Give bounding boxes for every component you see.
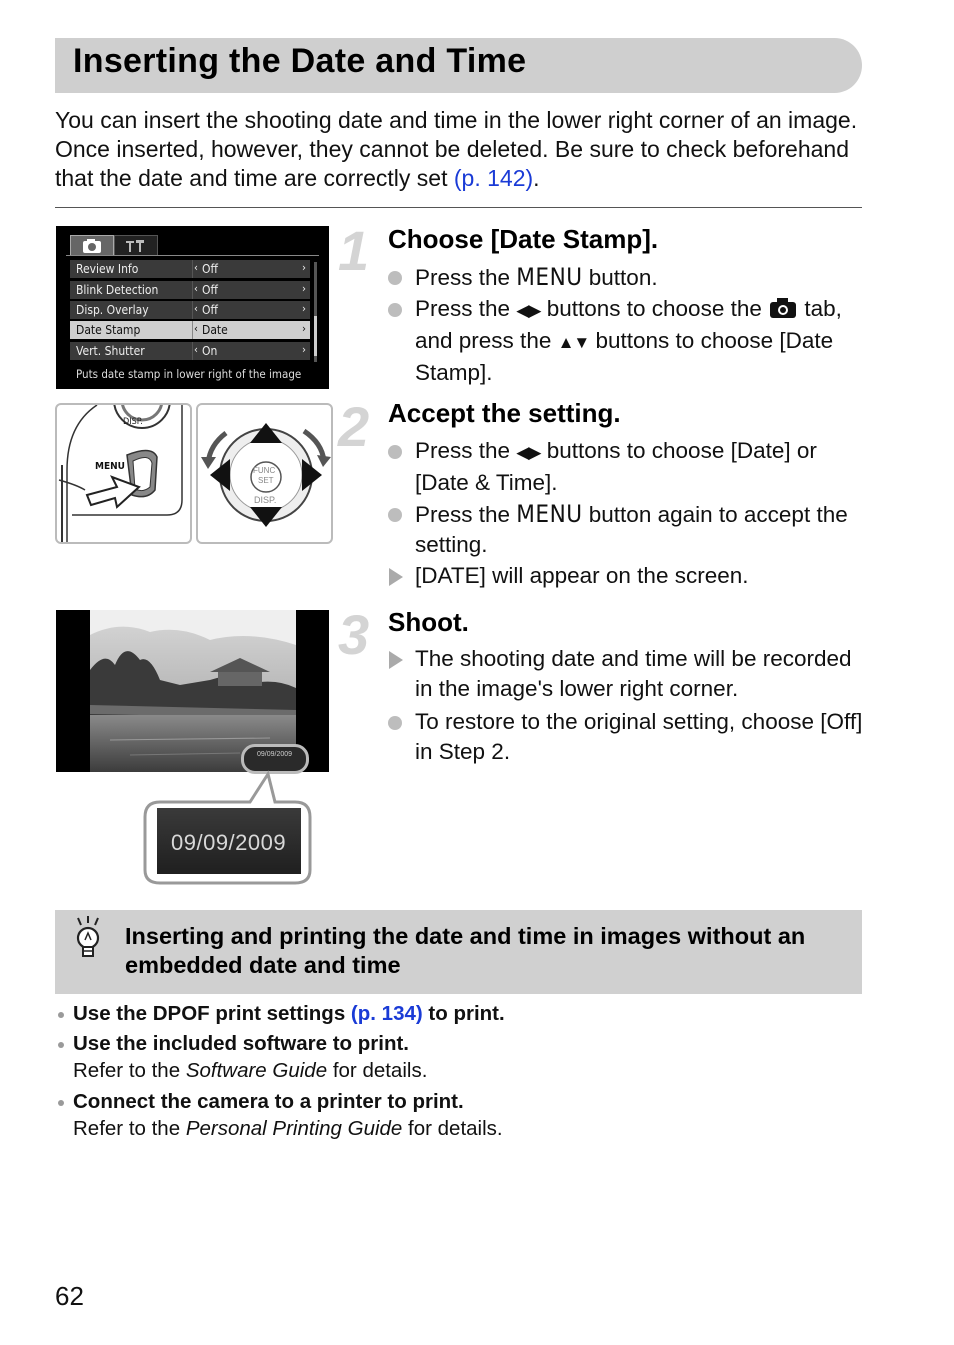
- right-arrow-icon: ›: [302, 282, 306, 295]
- lcd-row-label: Disp. Overlay: [76, 303, 149, 317]
- text-run: buttons to choose the: [540, 296, 769, 321]
- tab-divider: [66, 255, 319, 256]
- text-run: button again to accept the setting.: [415, 502, 848, 557]
- step-text: [415, 262, 868, 293]
- lcd-row-label: Blink Detection: [76, 283, 159, 297]
- step-number: 2: [338, 395, 370, 458]
- sample-photo-screen: [56, 610, 329, 772]
- left-arrow-icon: ‹: [194, 261, 198, 274]
- bullet-dot: [388, 716, 402, 730]
- tip-item-text: [73, 1000, 858, 1027]
- tip-list-item: [58, 1000, 858, 1027]
- left-arrow-icon: ‹: [194, 302, 198, 315]
- guide-name: Software Guide: [185, 1059, 328, 1082]
- lcd-menu-screen: [56, 226, 329, 389]
- lcd-menu-row: [70, 321, 310, 339]
- step-text: [415, 707, 868, 767]
- tip-list-item: [58, 1088, 858, 1142]
- lcd-row-label: Review Info: [76, 262, 139, 276]
- bullet-dot: [388, 445, 402, 459]
- lcd-row-value: Date: [202, 323, 228, 337]
- lcd-help-text: Puts date stamp in lower right of the image: [76, 367, 302, 381]
- intro-text: You can insert the shooting date and time in the lower right corner of an image. Once inserted, however, they cannot be deleted. Be sure to check beforehand that the date and time are correctly set: [55, 107, 858, 191]
- text-run: Press the: [415, 265, 517, 290]
- control-dial-illustration: [196, 403, 333, 544]
- disp-label: DISP.: [123, 417, 143, 427]
- settings-tab: [114, 235, 158, 256]
- step-text: [415, 561, 868, 591]
- bullet-dot: [388, 508, 402, 522]
- menu-button-glyph: MENU: [516, 263, 583, 291]
- right-arrow-icon: ›: [302, 261, 306, 274]
- left-arrow-icon: ‹: [194, 282, 198, 295]
- camera-icon: [71, 236, 113, 256]
- text-run: The shooting date and time will be recorded in the image's lower right corner.: [415, 646, 852, 701]
- step-title: Accept the setting.: [388, 398, 621, 428]
- menu-label: MENU: [95, 461, 125, 472]
- result-arrow-icon: [389, 651, 403, 669]
- step-text: [415, 499, 868, 560]
- disp-dial-label: DISP.: [254, 495, 277, 505]
- step-text: [415, 294, 868, 388]
- guide-name: Personal Printing Guide: [185, 1117, 403, 1140]
- intro-paragraph: [55, 106, 865, 193]
- lcd-row-value: On: [202, 344, 218, 358]
- right-arrow-icon: ›: [302, 322, 306, 335]
- tip-item-detail: Refer to the: [73, 1059, 186, 1082]
- lcd-menu-row: [70, 281, 310, 299]
- date-stamp-large: 09/09/2009: [171, 830, 287, 855]
- step-text: [415, 644, 868, 704]
- left-arrow-icon: ‹: [194, 343, 198, 356]
- bullet-dot: [388, 271, 402, 285]
- left-right-arrows-icon: ◀▶: [516, 443, 541, 462]
- bullet-dot: [58, 1042, 64, 1048]
- intro-page-link[interactable]: (p. 142): [453, 165, 534, 191]
- text-run: Press the: [415, 438, 517, 463]
- text-run: tab, and press the: [415, 296, 842, 353]
- page-title: Inserting the Date and Time: [73, 42, 527, 80]
- lcd-row-value: Off: [202, 262, 218, 276]
- text-run: button.: [582, 265, 658, 290]
- step-bullet: [388, 707, 868, 767]
- lcd-row-label: Date Stamp: [76, 323, 141, 337]
- lcd-row-separator: [192, 260, 193, 278]
- tip-item-bold: Use the DPOF print settings: [73, 1002, 351, 1025]
- text-run: To restore to the original setting, choose [Off] in Step 2.: [415, 709, 863, 764]
- lcd-menu-row: [70, 260, 310, 278]
- left-right-arrows-icon: ◀▶: [516, 301, 541, 320]
- step-bullet: [388, 436, 868, 498]
- lcd-row-value: Off: [202, 303, 218, 317]
- tools-icon: [115, 236, 157, 256]
- lcd-row-label: Vert. Shutter: [76, 344, 145, 358]
- camera-tab: [70, 235, 114, 256]
- text-run: [DATE] will appear on the screen.: [415, 563, 749, 588]
- result-arrow-icon: [389, 568, 403, 586]
- date-stamp-small: 09/09/2009: [257, 751, 293, 758]
- tip-item-bold: Connect the camera to a printer to print.: [73, 1090, 464, 1113]
- step-bullet: [388, 262, 868, 293]
- camera-back-illustration: [55, 403, 192, 544]
- step-title: Choose [Date Stamp].: [388, 224, 659, 254]
- text-run: Press the: [415, 502, 517, 527]
- right-arrow-icon: ›: [302, 343, 306, 356]
- lcd-row-separator: [192, 321, 193, 339]
- step-bullet: [388, 499, 868, 560]
- step-result: [388, 561, 868, 591]
- set-label: SET: [258, 476, 274, 485]
- lcd-row-separator: [192, 342, 193, 360]
- tip-list-item: [58, 1030, 858, 1084]
- scrollbar-thumb: [314, 316, 317, 356]
- date-stamp-zoom: [157, 808, 301, 874]
- bullet-dot: [58, 1100, 64, 1106]
- step-text: [415, 436, 868, 498]
- lightbulb-icon: [72, 916, 104, 962]
- lcd-row-separator: [192, 301, 193, 319]
- tip-item-bold-end: to print.: [422, 1002, 505, 1025]
- section-divider: [55, 207, 862, 208]
- step-result: [388, 644, 868, 704]
- lcd-menu-row: [70, 301, 310, 319]
- bullet-dot: [388, 303, 402, 317]
- tip-item-detail: Refer to the: [73, 1117, 186, 1140]
- camera-icon: [768, 296, 798, 321]
- tip-title: Inserting and printing the date and time in images without an embedded date and time: [125, 923, 806, 978]
- step-bullet: [388, 294, 868, 388]
- tip-item-detail-end: for details.: [402, 1117, 503, 1140]
- tip-page-link[interactable]: (p. 134): [350, 1002, 423, 1025]
- left-arrow-icon: ‹: [194, 322, 198, 335]
- text-run: buttons to choose [Date Stamp].: [415, 328, 834, 385]
- tip-item-detail-end: for details.: [327, 1059, 428, 1082]
- lcd-row-value: Off: [202, 283, 218, 297]
- step-title: Shoot.: [388, 607, 469, 637]
- intro-end: .: [533, 165, 540, 191]
- tip-item-bold: Use the included software to print.: [73, 1032, 410, 1055]
- right-arrow-icon: ›: [302, 302, 306, 315]
- step-number: 1: [338, 219, 370, 282]
- func-label: FUNC: [253, 466, 276, 475]
- tip-item-text: [73, 1088, 858, 1142]
- lcd-row-separator: [192, 281, 193, 299]
- lcd-menu-row: [70, 342, 310, 360]
- bullet-dot: [58, 1012, 64, 1018]
- page-number: 62: [55, 1281, 84, 1311]
- menu-button-glyph: MENU: [516, 500, 583, 528]
- up-down-arrows-icon: ▲▼: [557, 333, 590, 352]
- text-run: Press the: [415, 296, 517, 321]
- text-run: buttons to choose [Date] or [Date & Time].: [415, 438, 817, 495]
- step-number: 3: [338, 603, 370, 666]
- tip-item-text: [73, 1030, 858, 1084]
